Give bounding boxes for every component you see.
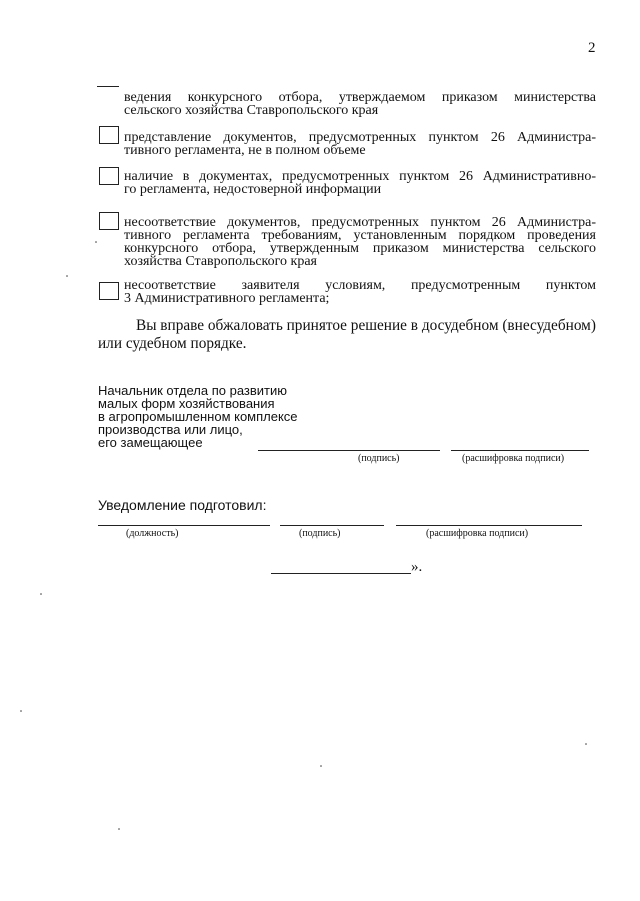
signatory-position-line-5: его замещающее [98,435,203,450]
item-documents-mismatch-line-1: несоответствие документов, предусмотренных пунктом 26 Администра- [124,215,596,230]
item-documents-mismatch-line-3: конкурсного отбора, утвержденным приказом министерства сельского [124,241,596,256]
checkbox-documents-mismatch[interactable] [99,212,119,230]
scan-speck [40,593,42,595]
item-continuation-line-1: ведения конкурсного отбора, утверждаемом приказом министерства [124,90,596,105]
preparer-position-line [98,525,270,526]
checkbox-applicant-mismatch[interactable] [99,282,119,300]
signatory-signature-caption: (подпись) [358,453,400,464]
page-number: 2 [588,40,596,56]
signatory-position-line-4: производства или лицо, [98,422,243,437]
preparer-signature-line [280,525,384,526]
item-unreliable-info-line-1: наличие в документах, предусмотренных пунктом 26 Административно- [124,169,596,184]
signatory-position-line-2: малых форм хозяйствования [98,396,275,411]
scan-speck [66,275,68,277]
scan-speck [585,743,587,745]
signatory-position-line-3: в агропромышленном комплексе [98,409,298,424]
item-incomplete-documents-line-2: тивного регламента, не в полном объеме [124,143,366,158]
preparer-name-line [396,525,582,526]
item-documents-mismatch-line-4: хозяйства Ставропольского края [124,254,317,269]
appeal-paragraph [98,317,596,353]
item-applicant-mismatch-line-2: 3 Административного регламента; [124,291,330,306]
item-documents-mismatch-line-2: тивного регламента требованиям, установленным порядком проведения [124,228,596,243]
scan-speck [320,765,322,767]
signatory-signature-line [258,450,440,451]
checkbox-unreliable-info[interactable] [99,167,119,185]
date-line [271,573,411,574]
scan-speck [20,710,22,712]
checkbox-incomplete-documents[interactable] [99,126,119,144]
closing-quote: ». [411,559,423,575]
item-applicant-mismatch-line-1: несоответствие заявителя условиям, предусмотренным пунктом [124,278,596,293]
signatory-position [98,384,298,449]
preparer-signature-caption: (подпись) [299,528,341,539]
preparer-position-caption: (должность) [126,528,179,539]
scan-speck [118,828,120,830]
item-incomplete-documents-line-1: представление документов, предусмотренных пунктом 26 Администра- [124,130,596,145]
checkbox-partial-line [97,86,119,87]
preparer-name-caption: (расшифровка подписи) [426,528,529,539]
scan-speck [95,241,97,243]
signatory-position-line-1: Начальник отдела по развитию [98,383,288,398]
notice-prepared-title: Уведомление подготовил: [98,497,267,513]
signatory-name-caption: (расшифровка подписи) [462,453,565,464]
appeal-line-1: Вы вправе обжаловать принятое решение в досудебном (внесудебном) [136,317,596,334]
signatory-name-line [451,450,589,451]
appeal-line-2: или судебном порядке. [98,335,247,352]
item-continuation-line-2: сельского хозяйства Ставропольского края [124,103,379,118]
item-unreliable-info-line-2: го регламента, недостоверной информации [124,182,382,197]
